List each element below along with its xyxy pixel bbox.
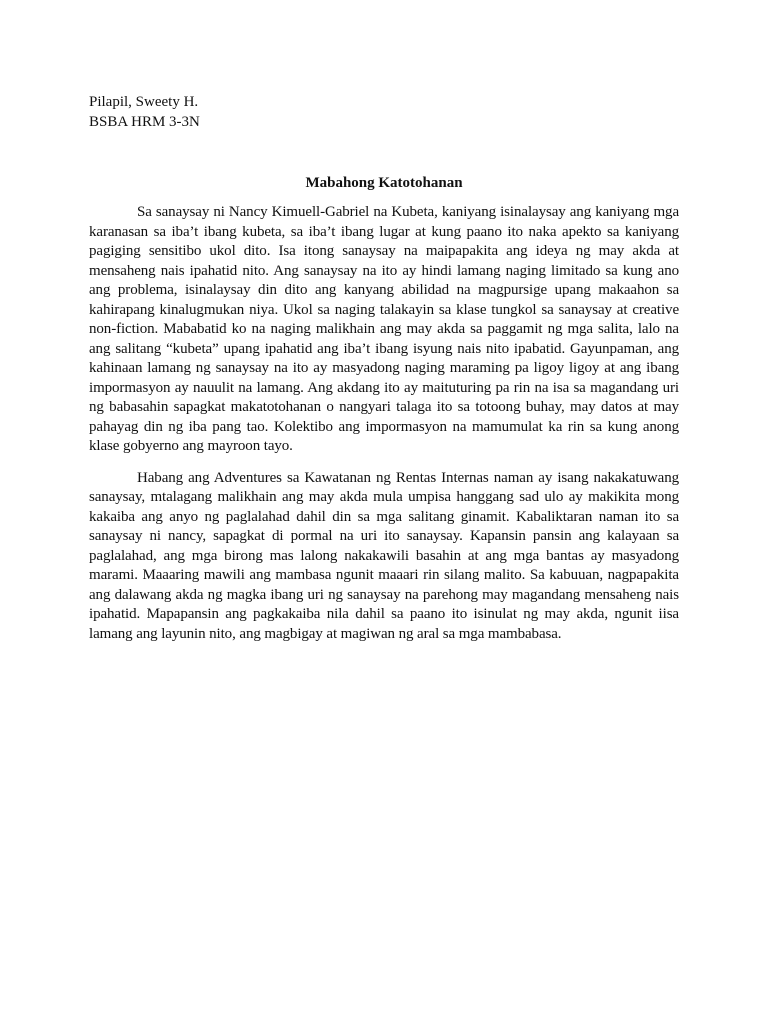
author-block bbox=[89, 93, 200, 132]
course-section: BSBA HRM 3-3N bbox=[89, 113, 200, 130]
essay-body bbox=[89, 203, 679, 656]
author-name: Pilapil, Sweety H. bbox=[89, 94, 199, 110]
paragraph: Habang ang Adventures sa Kawatanan ng Rentas Internas naman ay isang nakakatuwang sanaysay, mtalagang malikhain ang may akda mula umpisa hanggang sad ulo ay makikita mong kakaiba ang anyo ng paglalahad dahil din sa mga salitang ginamit. Kabaliktaran naman ito sa sanaysay ni nancy, sapagkat di pormal na uri ito sanaysay. Kapansin pansin ang kalayaan sa paglalahad, ang mga birong mas lalong nakakawili basahin at ang mga bantas ay masyadong marami. Maaaring mawili ang mambasa ngunit maaari rin silang malito. Sa kabuuan, nagpapakita ang dalawang akda ng magka ibang uri ng sanaysay na parehong may magandang mensaheng nais ipahatid. Mapapansin ang pagkakaiba nila dahil sa paano ito isinulat ng may akda, ngunit iisa lamang ang layunin nito, ang magbigay at magiwan ng aral sa mga mambabasa. bbox=[89, 469, 679, 642]
paragraph: Sa sanaysay ni Nancy Kimuell-Gabriel na Kubeta, kaniyang isinalaysay ang kaniyang mga karanasan sa iba’t ibang kubeta, sa iba’t ibang lugar at kung paano ito naka apekto sa kaniyang pagiging sensitibo ukol dito. Isa itong sanaysay na maipapakita ang ideya ng may akda at mensaheng nais ipahatid nito. Ang sanaysay na ito ay hindi lamang naging limitado sa kung ano ang problema, isinalaysay din dito ang kanyang abilidad na magpursige upang makaahon sa kahirapang kinalugmukan niya. Ukol sa naging talakayin sa klase tungkol sa sanaysay at creative non-fiction. Mababatid ko na naging malikhain ang may akda sa paggamit ng mga salita, lalo na ang salitang “kubeta” upang ipahatid ang iba’t ibang isyung nais nito ipabatid. Gayunpaman, ang kahinaan lamang ng sanaysay na ito ay masyadong naging maraming pa ligoy ligoy at ang ibang impormasyon ay nauulit na lamang. Ang akdang ito ay maituturing pa rin na isa sa magandang uri ng babasahin sapagkat makatotohanan o nangyari talaga ito sa totoong buhay, may datos at may pahayag din ng iba pang tao. Kolektibo ang impormasyon na mamumulat ka rin sa kung anong klase gobyerno ang mayroon tayo. bbox=[89, 204, 679, 454]
essay-title: Mabahong Katotohanan bbox=[305, 175, 463, 191]
